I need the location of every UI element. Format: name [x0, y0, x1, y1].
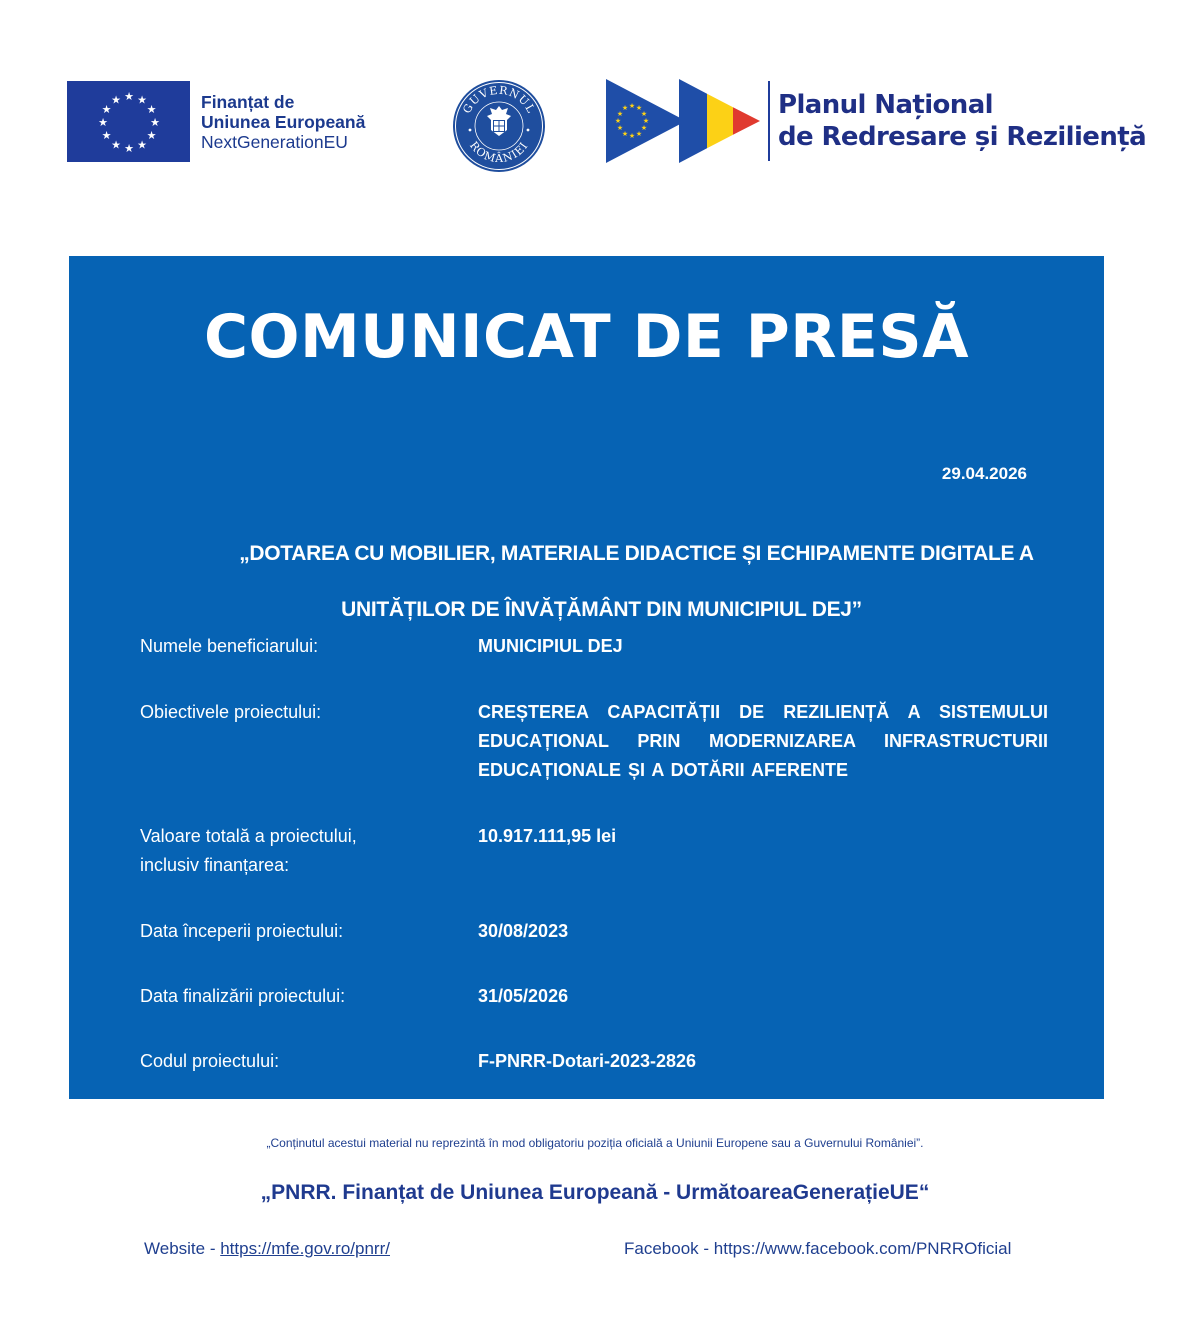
pnrr-logo-line2: de Redresare și Reziliență [778, 122, 1147, 152]
svg-text:★: ★ [635, 104, 643, 112]
svg-text:ROMÂNIEI: ROMÂNIEI [466, 139, 531, 166]
website-label: Website - [144, 1239, 221, 1258]
project-title [99, 526, 1104, 638]
field-beneficiary [140, 632, 1048, 661]
project-title-line2: UNITĂȚILOR DE ÎNVĂȚĂMÂNT DIN MUNICIPIUL DEJ” [341, 598, 862, 621]
field-total-value [140, 822, 1048, 880]
pnrr-logo [606, 79, 1146, 163]
field-value: MUNICIPIUL DEJ [478, 636, 623, 656]
svg-text:★: ★ [101, 129, 112, 142]
field-value: CREȘTEREA CAPACITĂȚII DE REZILIENȚĂ A SISTEMULUI EDUCAȚIONAL PRIN MODERNIZAREA INFRASTRUCTURII EDUCAȚIONALE ȘI A DOTĂRII AFERENTE [478, 702, 1048, 780]
field-value: 30/08/2023 [478, 921, 569, 941]
svg-text:★: ★ [621, 130, 629, 138]
field-label-line1: Valoare totală a proiectului, [140, 826, 357, 846]
svg-text:★: ★ [635, 130, 643, 138]
disclaimer: „Conținutul acestui material nu reprezintă în mod obligatoriu poziția oficială a Uniunii Europene sau a Guvernului României”. [266, 1136, 924, 1150]
svg-text:★: ★ [642, 117, 650, 125]
svg-text:★: ★ [614, 117, 622, 125]
field-label: Numele beneficiarului: [140, 636, 319, 656]
svg-text:GUVERNUL: GUVERNUL [460, 83, 538, 116]
svg-text:★: ★ [98, 116, 108, 129]
svg-text:★: ★ [124, 90, 134, 103]
field-label: Codul proiectului: [140, 1051, 280, 1071]
svg-text:★: ★ [150, 116, 160, 129]
svg-text:★: ★ [146, 129, 157, 142]
field-objectives [140, 698, 1048, 785]
project-title-line1: „DOTAREA CU MOBILIER, MATERIALE DIDACTICE ȘI ECHIPAMENTE DIGITALE A [239, 542, 1034, 565]
pnrr-logo-line1: Planul Național [778, 90, 993, 120]
field-value: 10.917.111,95 lei [478, 826, 617, 846]
field-value: 31/05/2026 [478, 986, 569, 1006]
eu-logo-line3: NextGenerationEU [201, 131, 348, 152]
press-release-panel [69, 256, 1104, 1099]
svg-text:★: ★ [137, 138, 147, 152]
svg-text:★: ★ [111, 93, 121, 107]
pnrr-arrows-icon [606, 79, 761, 163]
field-start-date [140, 917, 1048, 946]
website-link[interactable]: https://mfe.gov.ro/pnrr/ [220, 1239, 390, 1258]
eu-logo-line1: Finanțat de [201, 91, 295, 112]
svg-text:★: ★ [628, 132, 636, 140]
svg-text:★: ★ [124, 142, 134, 155]
release-date: 29.04.2026 [941, 464, 1027, 483]
field-label: Obiectivele proiectului: [140, 702, 322, 722]
eu-funding-logo [67, 81, 365, 162]
svg-text:★: ★ [621, 104, 629, 112]
svg-text:★: ★ [616, 110, 624, 118]
field-label-line2: inclusiv finanțarea: [140, 855, 290, 875]
field-project-code [140, 1047, 1048, 1076]
svg-text:★: ★ [640, 124, 648, 132]
field-label [140, 822, 478, 880]
field-label: Data finalizării proiectului: [140, 986, 346, 1006]
slogan: „PNRR. Finanțat de Uniunea Europeană - UrmătoareaGenerațieUE“ [260, 1181, 930, 1204]
page-title: COMUNICAT DE PRESĂ [203, 302, 970, 372]
svg-text:★: ★ [146, 103, 157, 116]
svg-text:★: ★ [628, 102, 636, 110]
field-end-date [140, 982, 1048, 1011]
website-line [144, 1239, 390, 1259]
svg-text:★: ★ [111, 138, 121, 152]
field-value: F-PNRR-Dotari-2023-2826 [478, 1051, 697, 1071]
svg-text:★: ★ [137, 93, 147, 107]
pnrr-divider [768, 81, 770, 161]
romanian-government-seal-icon [451, 78, 547, 174]
svg-text:★: ★ [640, 110, 648, 118]
svg-text:★: ★ [616, 124, 624, 132]
eu-logo-line2: Uniunea Europeană [201, 111, 366, 132]
eu-flag-icon [67, 81, 190, 162]
svg-text:★: ★ [101, 103, 112, 116]
field-label: Data începerii proiectului: [140, 921, 344, 941]
facebook-line: Facebook - https://www.facebook.com/PNRROficial [624, 1239, 1012, 1258]
